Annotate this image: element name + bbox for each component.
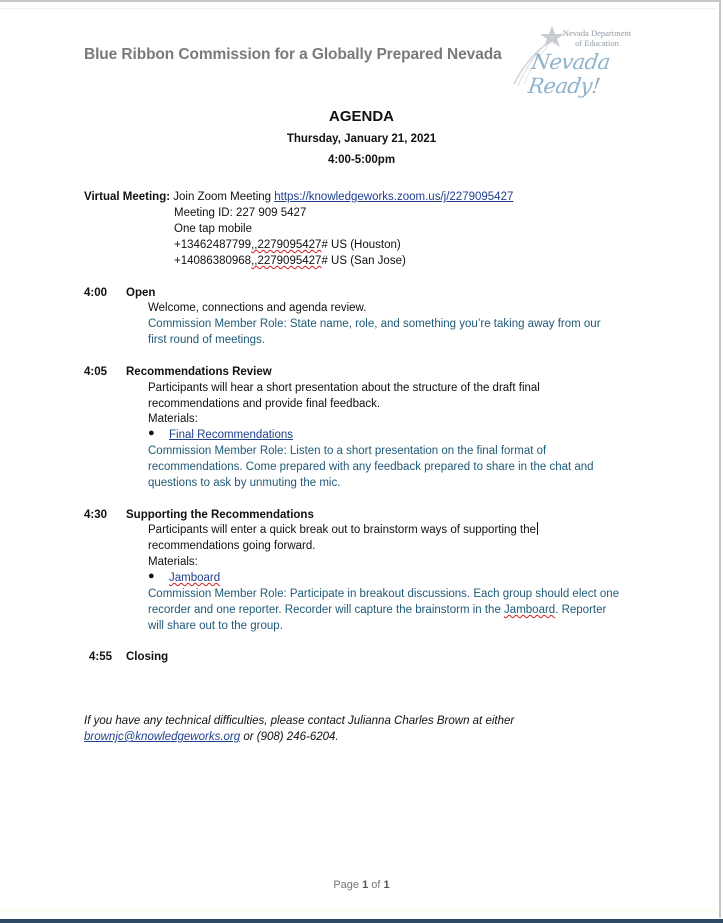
phone-houston bbox=[174, 237, 401, 253]
item-desc-text: Participants will enter a quick break out to brainstorm ways of supporting the bbox=[148, 524, 536, 536]
phone-san-jose bbox=[174, 253, 406, 269]
role-text: . Reporter bbox=[555, 604, 607, 616]
join-zoom-text: Join Zoom Meeting bbox=[173, 191, 275, 203]
logo-dept-line1: Nevada Department bbox=[562, 28, 632, 38]
item-desc: recommendations going forward. bbox=[148, 540, 316, 552]
phone-code: ,,2279095427 bbox=[251, 255, 322, 267]
item-time: 4:00 bbox=[84, 287, 108, 299]
total-pages: 1 bbox=[383, 879, 390, 891]
contact-note: If you have any technical difficulties, please contact Julianna Charles Brown at either bbox=[84, 715, 515, 727]
item-role: Commission Member Role: State name, role, and something you’re taking away from our bbox=[148, 318, 601, 330]
item-role: Commission Member Role: Participate in breakout discussions. Each group should elect one bbox=[148, 588, 620, 600]
bullet-icon: ● bbox=[148, 427, 155, 439]
logo-script-text: Nevada Ready! bbox=[526, 50, 612, 98]
logo-dept-line2: of Education bbox=[575, 38, 619, 48]
final-recommendations-link[interactable]: Final Recommendations bbox=[169, 429, 294, 441]
meeting-id: Meeting ID: 227 909 5427 bbox=[174, 207, 307, 219]
phone-code: ,,2279095427 bbox=[251, 239, 322, 251]
item-title: Recommendations Review bbox=[126, 366, 272, 378]
item-desc: recommendations and provide final feedback. bbox=[148, 398, 381, 410]
item-title: Closing bbox=[126, 651, 169, 663]
item-time: 4:55 bbox=[89, 651, 113, 663]
current-page: 1 bbox=[362, 879, 369, 891]
item-desc bbox=[148, 522, 538, 538]
contact-phone: or (908) 246-6204. bbox=[240, 731, 339, 743]
agenda-date: Thursday, January 21, 2021 bbox=[286, 133, 437, 145]
page-number bbox=[0, 879, 723, 891]
item-desc: Participants will hear a short presentation about the structure of the draft final bbox=[148, 382, 540, 394]
window-bottom-bar bbox=[0, 919, 723, 923]
item-role bbox=[148, 602, 606, 618]
role-jamboard-word: Jamboard bbox=[504, 604, 556, 616]
materials-label: Materials: bbox=[148, 413, 198, 425]
logo-dept-text bbox=[562, 28, 632, 48]
phone-location: # US (Houston) bbox=[321, 239, 401, 251]
virtual-meeting-line bbox=[84, 189, 513, 205]
page-word: Page bbox=[333, 879, 363, 891]
item-role: first round of meetings. bbox=[148, 334, 265, 346]
agenda-time: 4:00-5:00pm bbox=[327, 154, 396, 166]
item-role: questions to ask by unmuting the mic. bbox=[148, 477, 341, 489]
nevada-ready-logo bbox=[508, 22, 658, 98]
page-edge bbox=[0, 8, 717, 9]
item-desc: Welcome, connections and agenda review. bbox=[148, 302, 367, 314]
contact-email-link[interactable]: brownjc@knowledgeworks.org bbox=[84, 731, 241, 743]
bullet-icon: ● bbox=[148, 570, 155, 582]
materials-label: Materials: bbox=[148, 556, 198, 568]
header-title: Blue Ribbon Commission for a Globally Prepared Nevada bbox=[84, 46, 502, 63]
item-role: Commission Member Role: Listen to a short presentation on the final format of bbox=[148, 445, 547, 457]
item-title: Supporting the Recommendations bbox=[126, 509, 314, 521]
phone-number: +13462487799 bbox=[174, 239, 252, 251]
item-title: Open bbox=[126, 287, 156, 299]
item-time: 4:30 bbox=[84, 509, 108, 521]
agenda-title: AGENDA bbox=[328, 108, 394, 125]
one-tap-mobile: One tap mobile bbox=[174, 223, 252, 235]
item-time: 4:05 bbox=[84, 366, 108, 378]
item-role: will share out to the group. bbox=[148, 620, 283, 632]
page-bottom-edge bbox=[0, 908, 717, 914]
role-text: recorder and one reporter. Recorder will capture the brainstorm in the bbox=[148, 604, 505, 616]
item-role: recommendations. Come prepared with any feedback prepared to share in the chat and bbox=[148, 461, 594, 473]
text-cursor bbox=[537, 522, 538, 535]
contact-line2 bbox=[84, 729, 339, 745]
zoom-meeting-link[interactable]: https://knowledgeworks.zoom.us/j/2279095427 bbox=[274, 191, 514, 203]
phone-number: +14086380968 bbox=[174, 255, 252, 267]
jamboard-link[interactable]: Jamboard bbox=[169, 572, 221, 584]
virtual-meeting-label: Virtual Meeting: bbox=[84, 191, 171, 203]
phone-location: # US (San Jose) bbox=[321, 255, 406, 267]
of-word: of bbox=[368, 879, 384, 891]
